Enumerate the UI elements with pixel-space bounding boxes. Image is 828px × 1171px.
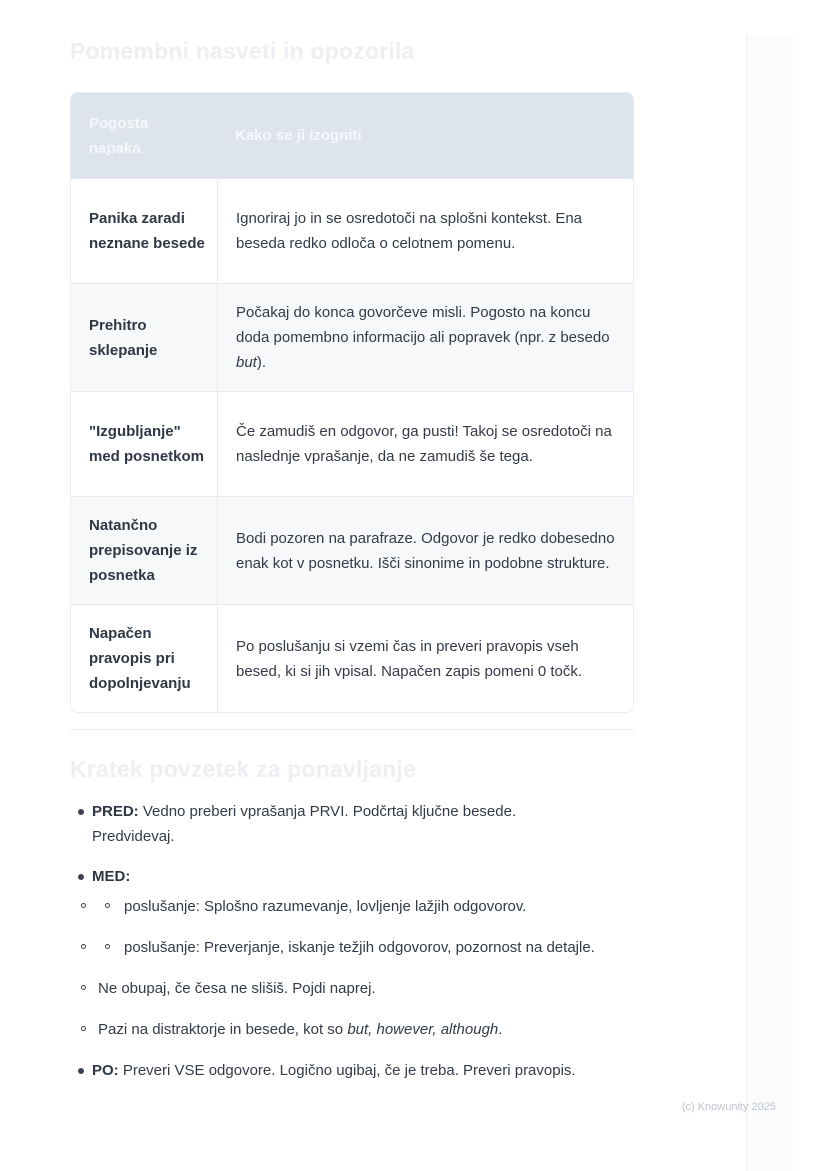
mistake-text: Napačen pravopis pri dopolnjevanju (89, 625, 191, 692)
sublist-item (70, 894, 642, 919)
pred-text: Vedno preberi vprašanja PRVI. Podčrtaj ključne besede. Predvidevaj. (92, 803, 517, 845)
table-row (71, 178, 633, 283)
bullet-circle-icon (81, 903, 86, 908)
sublist-text-pre: Pazi na distraktorje in besede, kot so (98, 1021, 348, 1038)
avoid-text (236, 300, 615, 375)
avoid-cell (217, 497, 633, 604)
avoid-text-pre: Počakaj do konca govorčeve misli. Pogosto na koncu doda pomembno informacijo ali popravek (npr. z besedo (236, 304, 610, 346)
avoid-text: Ignoriraj jo in se osredotoči na splošni kontekst. Ena beseda redko odloča o celotnem pomenu. (236, 210, 583, 252)
sublist-text: Ne obupaj, če česa ne slišiš. Pojdi naprej. (98, 980, 376, 997)
mistake-text: Panika zaradi neznane besede (89, 210, 205, 252)
sublist-item (70, 976, 642, 1001)
bullet-circle-icon (105, 903, 110, 908)
avoid-text: Po poslušanju si vzemi čas in preveri pravopis vseh besed, ki si jih vpisal. Napačen zapis pomeni 0 točk. (236, 637, 583, 680)
sublist-text: poslušanje: Preverjanje, iskanje težjih odgovorov, pozornost na detajle. (124, 939, 595, 956)
mistake-cell (71, 392, 217, 496)
bullet-circle-icon (81, 985, 86, 990)
mistake-text: Natančno prepisovanje iz posnetka (89, 517, 198, 584)
bullet-circle-icon (105, 944, 110, 949)
table-row (71, 391, 633, 496)
sublist-text-italic: but, however, although (347, 1021, 499, 1038)
med-label: MED: (92, 868, 131, 885)
mistake-cell (71, 605, 217, 712)
sublist-text: poslušanje: Splošno razumevanje, lovljenje lažjih odgovorov. (124, 898, 527, 915)
avoid-text-post: ). (256, 354, 267, 371)
mistakes-table (70, 92, 634, 713)
mistake-text: "Izgubljanje" med posnetkom (89, 423, 205, 465)
mistake-cell (71, 497, 217, 604)
section-title-summary: Kratek povzetek za ponavljanje (70, 756, 417, 782)
avoid-text: Če zamudiš en odgovor, ga pusti! Takoj se osredotoči na naslednje vprašanje, da ne zamudiš še tega. (236, 423, 612, 465)
sublist-item (70, 1017, 642, 1042)
copyright-notice: (c) Knowunity 2025 (681, 1101, 776, 1113)
table-row (71, 283, 633, 391)
list-item-po (70, 1058, 642, 1083)
bullet-dot-icon (78, 809, 84, 815)
mistake-text: Prehitro sklepanje (89, 316, 158, 359)
avoid-text-italic: but (236, 354, 257, 371)
avoid-cell (217, 179, 633, 283)
sublist-text (98, 1017, 502, 1042)
bullet-circle-icon (81, 944, 86, 949)
table-header-row (71, 93, 633, 178)
pred-line (92, 799, 570, 849)
bullet-dot-icon (78, 1068, 84, 1074)
avoid-cell (217, 392, 633, 496)
list-item-med (70, 864, 642, 1042)
sublist-text-post: . (498, 1021, 503, 1038)
table-row (71, 496, 633, 604)
avoid-cell (217, 605, 633, 712)
med-sublist (70, 894, 642, 1042)
pred-label: PRED: (92, 803, 139, 820)
section-divider (70, 729, 634, 730)
bullet-dot-icon (78, 874, 84, 880)
table-row (71, 604, 633, 712)
po-text: Preveri VSE odgovore. Logično ugibaj, če je treba. Preveri pravopis. (118, 1062, 576, 1079)
mistake-cell (71, 179, 217, 283)
section-title-tips: Pomembni nasveti in opozorila (70, 38, 415, 64)
po-label: PO: (92, 1062, 119, 1079)
summary-list (70, 799, 642, 1098)
bullet-circle-icon (81, 1026, 86, 1031)
avoid-cell (217, 284, 633, 391)
avoid-text: Bodi pozoren na parafraze. Odgovor je redko dobesedno enak kot v posnetku. Išči sinonime in podobne strukture. (236, 529, 615, 572)
sublist-item (70, 935, 642, 960)
table-header-mistake: Pogosta napaka (89, 114, 149, 157)
table-header-avoid: Kako se ji izogniti (235, 127, 362, 144)
mistake-cell (71, 284, 217, 391)
page-edge-strip (746, 34, 793, 1171)
po-line (92, 1058, 576, 1083)
list-item-pred (70, 799, 642, 849)
